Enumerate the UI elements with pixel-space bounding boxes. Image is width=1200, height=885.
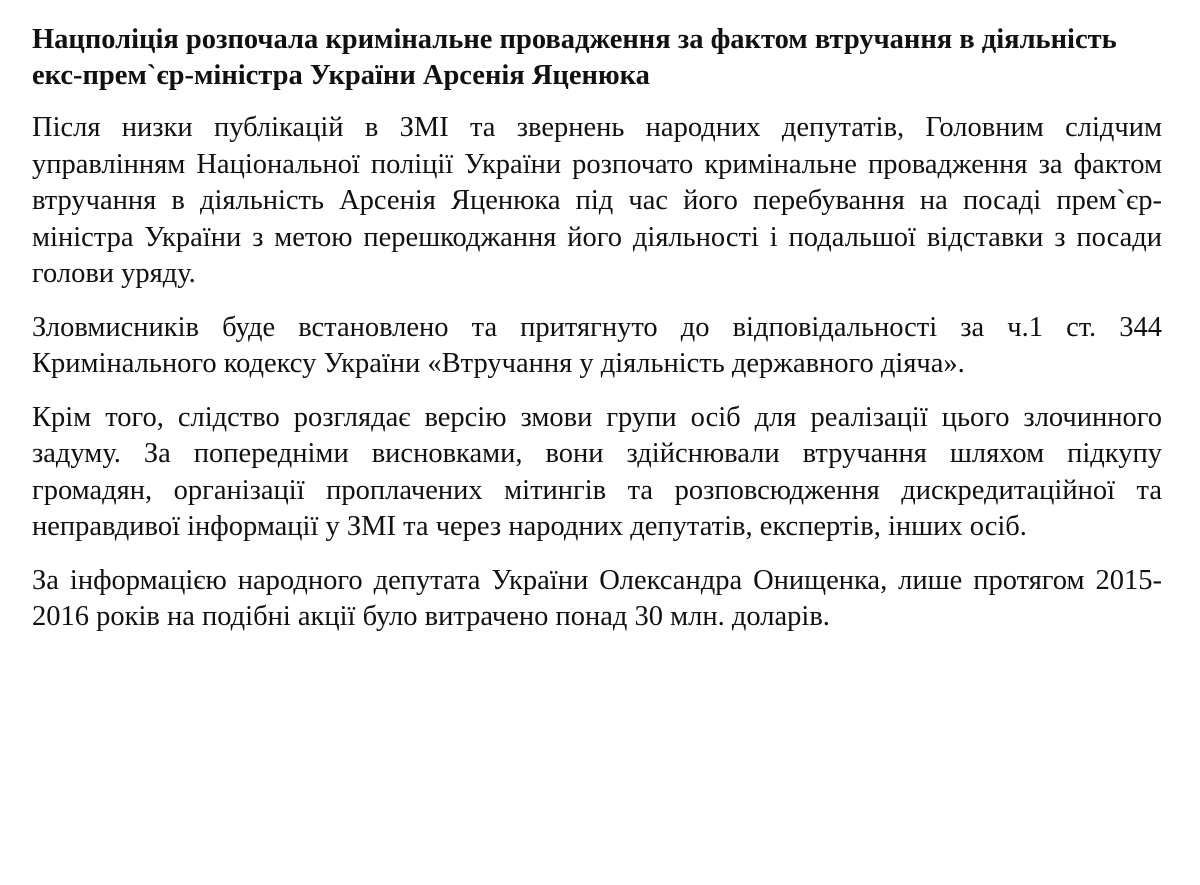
paragraph-conspiracy: Крім того, слідство розглядає версію змови групи осіб для реалізації цього злочинного задуму. За попередніми висновками, вони здійснювали втручання шляхом підкупу громадян, організації проплачених мітингів та розповсюдження дискредитаційної та неправдивої інформації у ЗМІ та через народних депутатів, експертів, інших осіб. <box>32 401 1162 542</box>
paragraph-funding: За інформацією народного депутата України Олександра Онищенка, лише протягом 2015- 2016 років на подібні акції було витрачено понад 30 млн. доларів. <box>32 564 1162 632</box>
document-title: Нацполіція розпочала кримінальне провадження за фактом втручання в діяльність екс-прем`єр-міністра України Арсенія Яценюка <box>32 24 1117 91</box>
paragraph-criminal-code: Зловмисників буде встановлено та притягнуто до відповідальності за ч.1 ст. 344 Кримінального кодексу України «Втручання у діяльність державного діяча». <box>32 311 1162 379</box>
document-page <box>32 22 1162 653</box>
paragraph-intro: Після низки публікацій в ЗМІ та звернень народних депутатів, Головним слідчим управлінням Національної поліції України розпочато кримінальне провадження за фактом втручання в діяльність Арсенія Яценюка під час його перебування на посаді прем`єр-міністра України з метою перешкоджання його діяльності і подальшої відставки з посади голови уряду. <box>32 112 1162 289</box>
